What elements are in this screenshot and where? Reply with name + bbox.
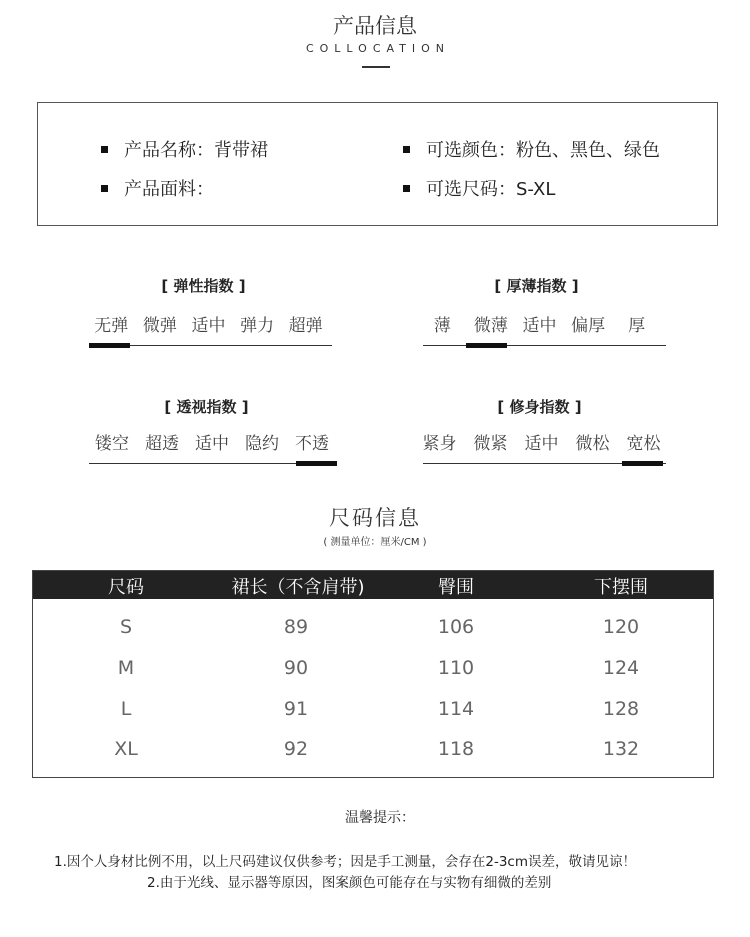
scale-option: 微薄 — [473, 316, 508, 336]
fit-scale — [414, 429, 669, 454]
table-cell: XL — [114, 738, 138, 760]
table-cell: 124 — [602, 657, 640, 679]
tip-line-1: 1.因个人身材比例不用，以上尺码建议仅供参考；因是手工测量，会存在2-3cm误差，敬请见谅！ — [54, 854, 637, 870]
column-header-hip: 臀围 — [438, 577, 474, 598]
fit-index-title: [ 修身指数 ] — [497, 398, 582, 416]
scale-option: 适中 — [195, 434, 229, 454]
scale-option: 镂空 — [95, 434, 129, 454]
transparency-index-title: [ 透视指数 ] — [164, 398, 249, 416]
thickness-index-title: [ 厚薄指数 ] — [494, 277, 579, 295]
scale-selected-marker — [296, 461, 337, 466]
scale-selected-marker — [89, 343, 130, 348]
scale-option: 宽松 — [626, 434, 661, 454]
scale-option: 弹力 — [240, 316, 275, 336]
scale-selected-marker — [466, 343, 507, 348]
info-item-label: 可选颜色：粉色、黑色、绿色 — [426, 140, 660, 161]
scale-option: 薄 — [433, 316, 451, 336]
table-cell: 89 — [283, 616, 309, 638]
info-item-name — [101, 136, 268, 162]
info-item-label: 可选尺码：S-XL — [426, 179, 556, 200]
table-cell: 110 — [437, 657, 475, 679]
scale-option: 厚 — [628, 316, 646, 336]
scale-option: 适中 — [522, 316, 557, 336]
column-header-length: 裙长（不含肩带) — [231, 577, 365, 598]
bullet-square-icon — [403, 185, 410, 192]
table-cell: 114 — [437, 698, 475, 720]
scale-selected-marker — [622, 461, 663, 466]
table-header — [33, 571, 713, 599]
info-item-colors — [403, 136, 660, 162]
scale-option: 不透 — [295, 434, 329, 454]
page-subtitle: COLLOCATION — [305, 42, 451, 55]
scale-option: 超透 — [145, 434, 179, 454]
transparency-scale — [87, 429, 337, 454]
scale-option: 适中 — [191, 316, 226, 336]
table-cell: S — [119, 616, 133, 638]
table-cell: 106 — [437, 616, 475, 638]
size-table — [32, 570, 714, 778]
info-item-sizes — [403, 175, 555, 201]
scale-option: 紧身 — [422, 434, 457, 454]
scale-option: 偏厚 — [571, 316, 606, 336]
scale-option: 微松 — [575, 434, 610, 454]
size-info-unit: ( 测量单位：厘米/CM ) — [323, 537, 427, 548]
size-info-title: 尺码信息 — [329, 506, 421, 530]
table-cell: M — [117, 657, 135, 679]
table-cell: 128 — [602, 698, 640, 720]
scale-option: 微弹 — [142, 316, 177, 336]
scale-option: 超弹 — [288, 316, 323, 336]
bullet-square-icon — [403, 146, 410, 153]
info-item-label: 产品面料： — [124, 179, 214, 200]
table-cell: 91 — [283, 698, 309, 720]
info-item-label: 产品名称：背带裙 — [124, 140, 268, 161]
scale-option: 适中 — [524, 434, 559, 454]
elasticity-scale — [87, 311, 330, 336]
bullet-square-icon — [101, 146, 108, 153]
tips-title: 温馨提示： — [345, 810, 415, 826]
scale-option: 隐约 — [245, 434, 279, 454]
tip-line-2: 2.由于光线、显示器等原因，图案颜色可能存在与实物有细微的差别 — [147, 875, 552, 891]
thickness-scale — [418, 311, 661, 336]
info-item-fabric — [101, 175, 214, 201]
scale-option: 微紧 — [473, 434, 508, 454]
column-header-hem: 下摆围 — [594, 577, 648, 598]
bullet-square-icon — [101, 185, 108, 192]
column-header-size: 尺码 — [108, 577, 144, 598]
product-info-box — [37, 102, 718, 226]
elasticity-index-title: [ 弹性指数 ] — [161, 277, 246, 295]
title-divider — [362, 66, 390, 68]
table-cell: 92 — [283, 738, 309, 760]
scale-option: 无弹 — [94, 316, 129, 336]
table-cell: 118 — [437, 738, 475, 760]
scale-line — [423, 345, 666, 346]
table-cell: 120 — [602, 616, 640, 638]
table-cell: 90 — [283, 657, 309, 679]
page-title: 产品信息 — [333, 14, 417, 38]
table-cell: L — [120, 698, 132, 720]
table-cell: 132 — [602, 738, 640, 760]
